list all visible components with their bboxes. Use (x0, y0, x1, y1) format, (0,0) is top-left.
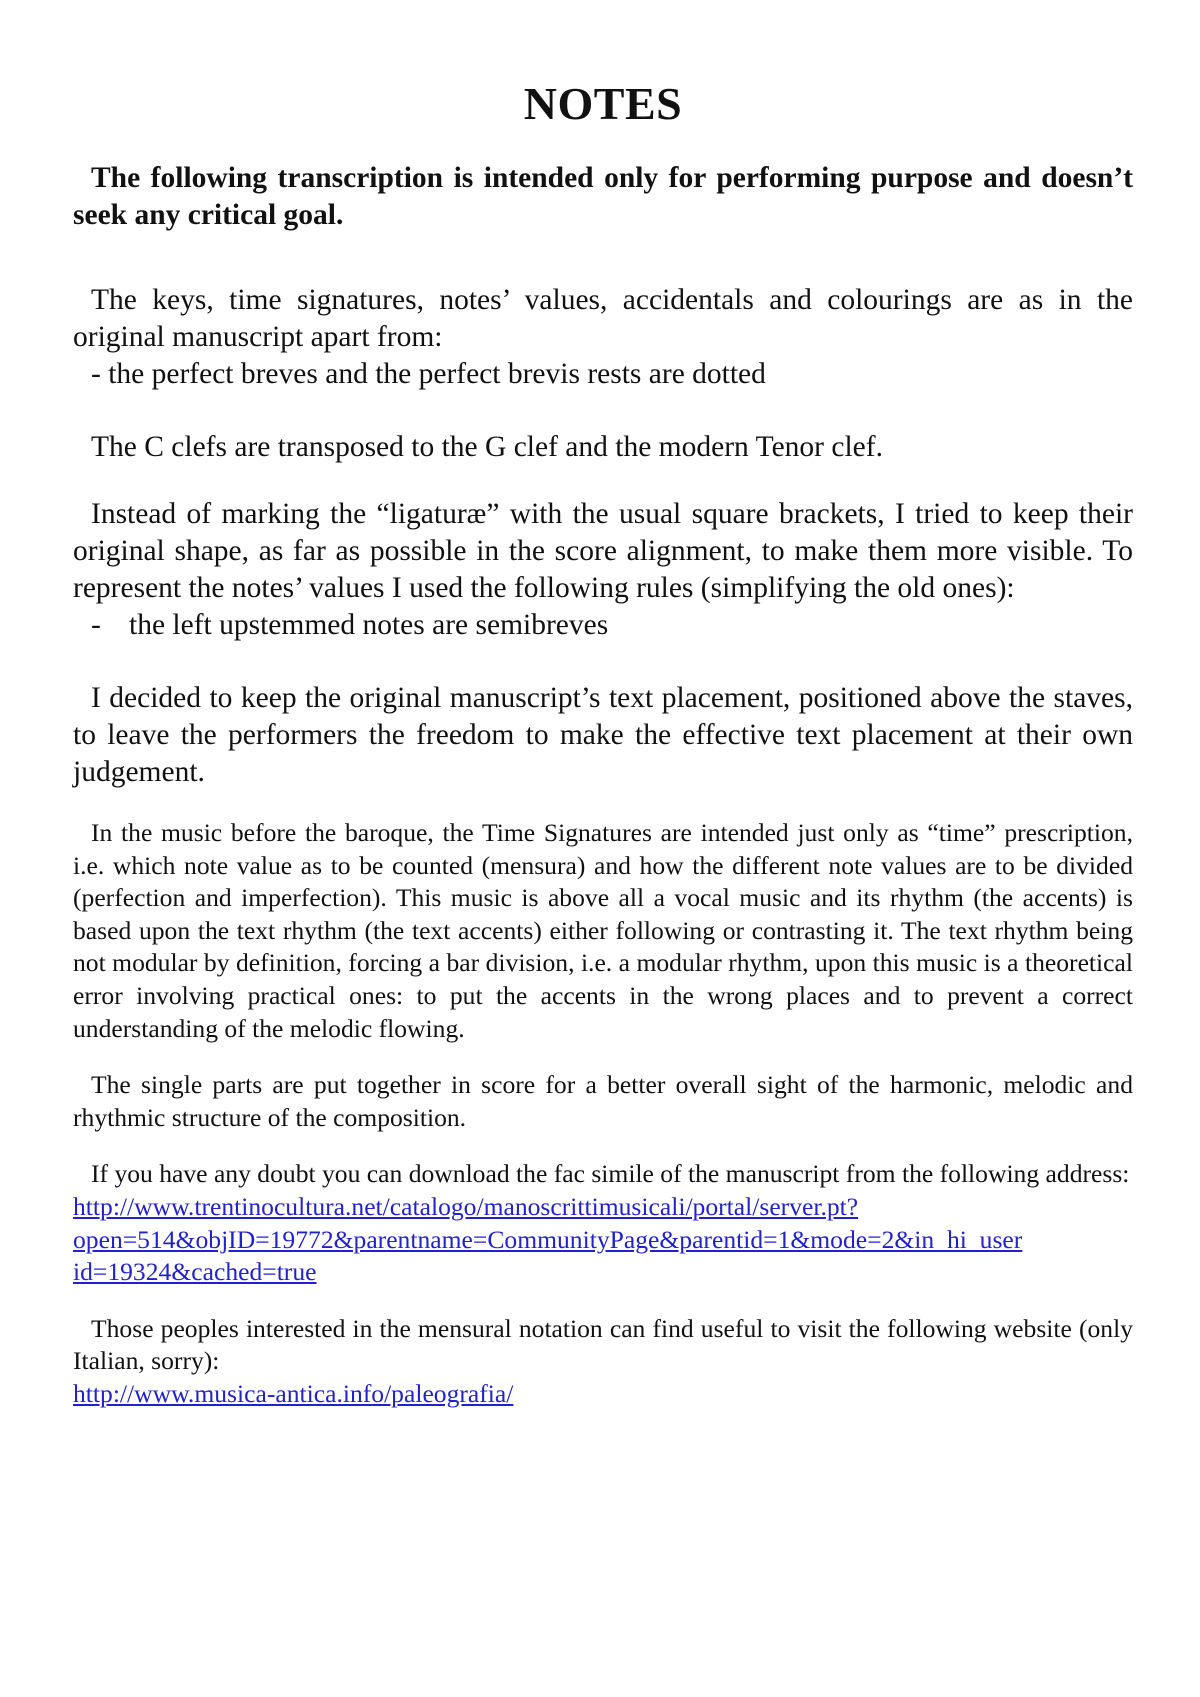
ligatures-list-item (73, 607, 1133, 644)
ligatures-paragraph (73, 496, 1133, 644)
list-dash: - (91, 609, 101, 641)
score-parts-paragraph: The single parts are put together in score for a better overall sight of the harmonic, melodic and rhythmic structure of the composition. (73, 1070, 1133, 1132)
time-signatures-paragraph: In the music before the baroque, the Time Signatures are intended just only as “time” prescription, i.e. which note value as to be counted (mensura) and how the different note values are to be divided (perfection and imperfection). This music is above all a vocal music and its rhythm (the accents) is based upon the text rhythm (the text accents) either following or contrasting it. The text rhythm being not modular by definition, forcing a bar division, i.e. a modular rhythm, upon this music is a theoretical error involving practical ones: to put the accents in the wrong places and to prevent a correct understanding of the melodic flowing. (73, 818, 1133, 1043)
intro-paragraph: The following transcription is intended only for performing purpose and doesn’t seek any critical goal. (73, 162, 1133, 231)
manuscript-link-line-2[interactable]: open=514&objID=19772&parentname=CommunityPage&parentid=1&mode=2&in_hi_user (73, 1224, 1023, 1254)
ligatures-text: Instead of marking the “ligaturæ” with the usual square brackets, I tried to keep their original shape, as far as possible in the score alignment, to make them more visible. To represent the notes’ values I used the following rules (simplifying the old ones): (73, 498, 1133, 604)
ligatures-list-item-text: the left upstemmed notes are semibreves (129, 609, 609, 641)
clefs-paragraph: The C clefs are transposed to the G clef and the modern Tenor clef. (91, 431, 883, 463)
text-placement-paragraph: I decided to keep the original manuscript’s text placement, positioned above the staves, to leave the performers the freedom to make the effective text placement at their own judgement. (73, 682, 1133, 788)
manuscript-link-line-1[interactable]: http://www.trentinocultura.net/catalogo/manoscrittimusicali/portal/server.pt? (73, 1191, 859, 1221)
mensural-text: Those peoples interested in the mensural notation can find useful to visit the following website (only Italian, sorry): (73, 1313, 1133, 1376)
keys-text: The keys, time signatures, notes’ values, accidentals and colourings are as in the original manuscript apart from: (73, 284, 1133, 353)
page-title: NOTES (523, 78, 683, 129)
fac-simile-text: If you have any doubt you can download the fac simile of the manuscript from the following address: (91, 1159, 1130, 1189)
document-page (73, 0, 1133, 1411)
keys-paragraph (73, 282, 1133, 393)
mensural-paragraph (73, 1313, 1133, 1411)
keys-list-item: - the perfect breves and the perfect brevis rests are dotted (91, 358, 766, 390)
paleografia-link[interactable]: http://www.musica-antica.info/paleografia/ (73, 1378, 514, 1408)
fac-simile-paragraph (73, 1158, 1133, 1288)
manuscript-link-line-3[interactable]: id=19324&cached=true (73, 1257, 317, 1287)
